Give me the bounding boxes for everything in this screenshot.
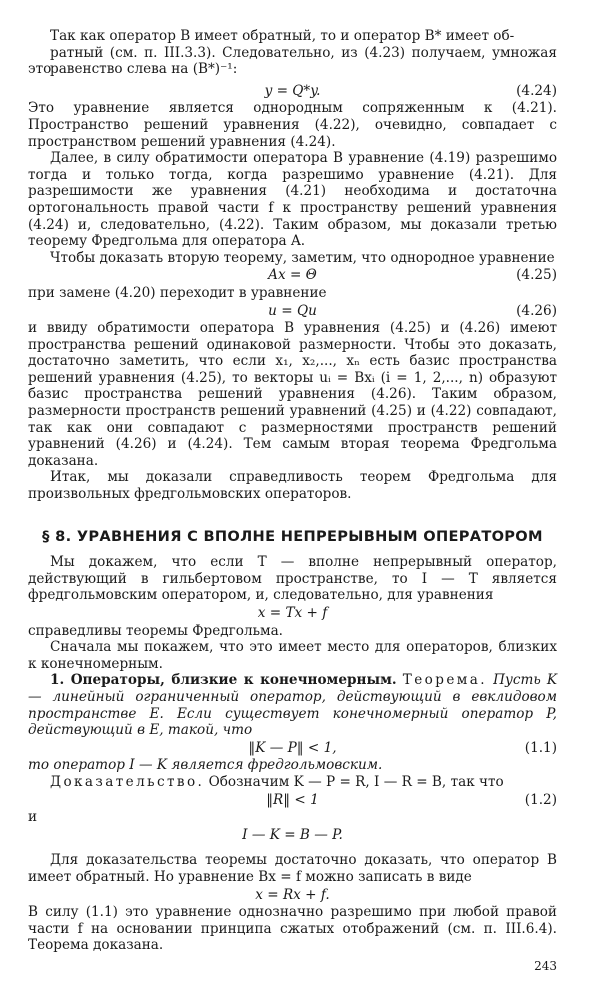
section-title: § 8. УРАВНЕНИЯ С ВПОЛНЕ НЕПРЕРЫВНЫМ ОПЕРАТОРОМ bbox=[42, 527, 543, 545]
paragraph: при замене (4.20) переходит в уравнение bbox=[28, 284, 327, 301]
paragraph: Сначала мы покажем, что это имеет место для операторов, близких к конечномерным. bbox=[28, 639, 557, 672]
equation-4-24 bbox=[28, 83, 557, 100]
equation-number: (4.24) bbox=[516, 82, 557, 99]
equation-identity bbox=[28, 827, 557, 844]
equation-body: Ax = Θ bbox=[268, 267, 317, 284]
equation-body: u = Qu bbox=[268, 302, 317, 319]
theorem-statement: Пусть K — линейный ограниченный оператор, действующий в евклидовом пространстве E. Если существует конечномерный оператор P, действующий в E, такой, что bbox=[28, 672, 558, 739]
equation-body: x = Tx + f bbox=[257, 605, 328, 621]
equation-body: y = Q*y. bbox=[264, 82, 321, 99]
page-content bbox=[28, 28, 557, 954]
paragraph: Итак, мы доказали справедливость теорем Фредгольма для произвольных фредгольмовских операторов. bbox=[28, 469, 557, 503]
equation-number: (4.25) bbox=[516, 267, 557, 284]
equation-body: ‖R‖ < 1 bbox=[266, 791, 319, 808]
equation-body: x = Rx + f. bbox=[255, 886, 330, 903]
equation-1-1 bbox=[28, 740, 557, 757]
paragraph-intro bbox=[28, 28, 557, 78]
text-line: ратный (см. п. III.3.3). Следовательно, из (4.23) получаем, умножая это bbox=[28, 44, 557, 78]
paragraph: В силу (1.1) это уравнение однозначно разрешимо при любой правой части f на основании принципа сжатых отображений (см. п. III.6.4). Теорема доказана. bbox=[28, 904, 557, 954]
connective: и bbox=[28, 809, 38, 826]
paragraph: справедливы теоремы Фредгольма. bbox=[28, 622, 283, 639]
equation-1-2 bbox=[28, 792, 557, 809]
paragraph: Чтобы доказать вторую теорему, заметим, что однородное уравнение bbox=[50, 249, 555, 266]
paragraph: Это уравнение является однородным сопряженным к (4.21). Пространство решений уравнения (4.22), очевидно, совпадает с пространством решений уравнения (4.24). bbox=[28, 100, 557, 150]
theorem-paragraph bbox=[28, 672, 557, 738]
proof-text: Обозначим K — P = R, I — R = B, так что bbox=[208, 773, 504, 790]
subsection-heading: 1. Операторы, близкие к конечномерным. bbox=[50, 672, 397, 689]
text-line: Так как оператор B имеет обратный, то и оператор B* имеет об- bbox=[50, 28, 515, 44]
equation-number: (1.1) bbox=[524, 739, 557, 756]
equation-number: (4.26) bbox=[516, 302, 557, 319]
equation-body: I — K = B — P. bbox=[242, 826, 343, 843]
equation-main bbox=[28, 605, 557, 622]
equation-4-25 bbox=[28, 267, 557, 284]
text-line: равенство слева на (B*)⁻¹: bbox=[50, 61, 238, 78]
paragraph: Мы докажем, что если T — вполне непрерывный оператор, действующий в гильбертовом пространстве, то I — T является фредгольмовским оператором, и, следовательно, для уравнения bbox=[28, 554, 557, 604]
theorem-conclusion: то оператор I — K является фредгольмовским. bbox=[28, 757, 383, 774]
theorem-label: Теорема. bbox=[402, 672, 487, 689]
equation-number: (1.2) bbox=[524, 791, 557, 808]
page-number: 243 bbox=[534, 959, 557, 973]
proof-label: Доказательство. bbox=[50, 773, 205, 790]
paragraph: Далее, в силу обратимости оператора B уравнение (4.19) разрешимо тогда и только тогда, когда разрешимо уравнение (4.21). Для разрешимости же уравнения (4.21) необходима и достаточна ортогональность правой части f к пространству решений уравнения (4.24) и, следовательно, (4.22). Таким образом, мы доказали третью теорему Фредгольма для оператора A. bbox=[28, 150, 557, 250]
equation-contraction bbox=[28, 887, 557, 904]
proof-paragraph bbox=[28, 774, 557, 791]
equation-body: ‖K — P‖ < 1, bbox=[248, 739, 337, 756]
paragraph: Для доказательства теоремы достаточно доказать, что оператор B имеет обратный. Но уравнение Bx = f можно записать в виде bbox=[28, 852, 557, 885]
paragraph: и ввиду обратимости оператора B уравнения (4.25) и (4.26) имеют пространства решений одинаковой размерности. Чтобы это доказать, достаточно заметить, что если x₁, x₂,..., xₙ есть базис пространства решений уравнения (4.25), то векторы uᵢ = Bxᵢ (i = 1, 2,..., n) образуют базис пространства решений уравнения (4.26). Таким образом, размерности пространств решений уравнений (4.25) и (4.22) совпадают, так как они совпадают с размерностями пространств решений уравнений (4.26) и (4.24). Тем самым вторая теорема Фредгольма доказана. bbox=[28, 320, 557, 469]
equation-4-26 bbox=[28, 303, 557, 320]
